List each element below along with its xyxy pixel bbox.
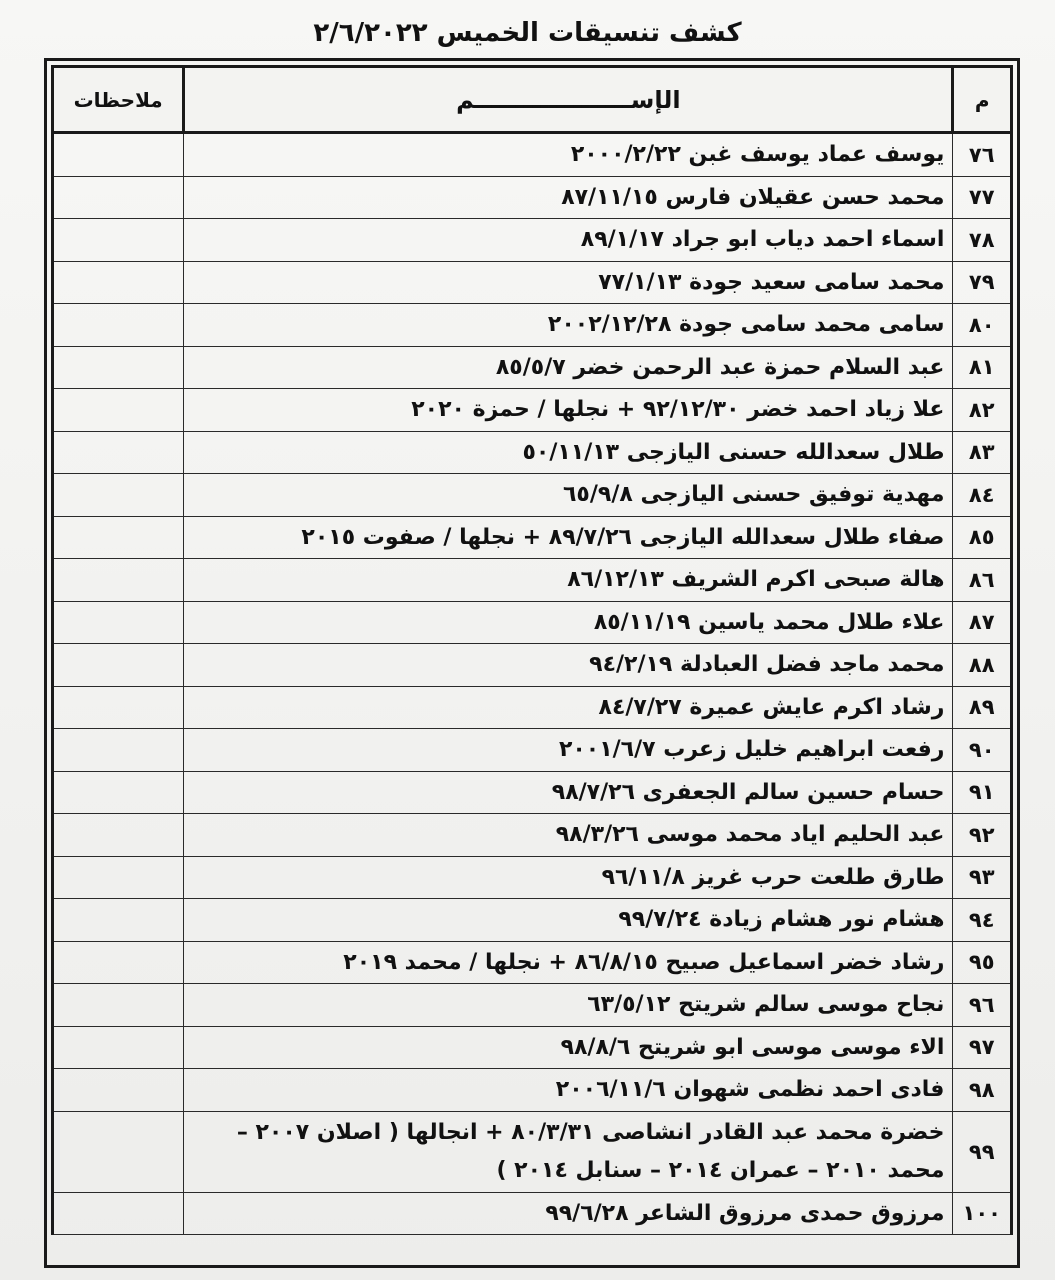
row-name: سامى محمد سامى جودة ٢٠٠٢/١٢/٢٨ bbox=[184, 304, 953, 347]
row-notes bbox=[53, 1192, 184, 1235]
table-row bbox=[53, 219, 1012, 262]
row-number: ٨٩ bbox=[953, 686, 1012, 729]
table-row bbox=[53, 686, 1012, 729]
table-row bbox=[53, 1192, 1012, 1235]
table-row bbox=[53, 133, 1012, 177]
row-notes bbox=[53, 1069, 184, 1112]
table-row bbox=[53, 729, 1012, 772]
table-row bbox=[53, 771, 1012, 814]
row-name: محمد حسن عقيلان فارس ٨٧/١١/١٥ bbox=[184, 176, 953, 219]
header-num: م bbox=[953, 67, 1012, 133]
row-notes bbox=[53, 644, 184, 687]
row-name: عبد الحليم اياد محمد موسى ٩٨/٣/٢٦ bbox=[184, 814, 953, 857]
row-name: محمد ماجد فضل العبادلة ٩٤/٢/١٩ bbox=[184, 644, 953, 687]
row-name: يوسف عماد يوسف غبن ٢٠٠٠/٢/٢٢ bbox=[184, 133, 953, 177]
row-name: فادى احمد نظمى شهوان ٢٠٠٦/١١/٦ bbox=[184, 1069, 953, 1112]
row-number: ٨٧ bbox=[953, 601, 1012, 644]
row-number: ١٠٠ bbox=[953, 1192, 1012, 1235]
table-row bbox=[53, 304, 1012, 347]
table-row bbox=[53, 389, 1012, 432]
row-name: علاء طلال محمد ياسين ٨٥/١١/١٩ bbox=[184, 601, 953, 644]
row-number: ٩٨ bbox=[953, 1069, 1012, 1112]
row-name: مرزوق حمدى مرزوق الشاعر ٩٩/٦/٢٨ bbox=[184, 1192, 953, 1235]
row-notes bbox=[53, 431, 184, 474]
row-notes bbox=[53, 261, 184, 304]
row-number: ٩٠ bbox=[953, 729, 1012, 772]
row-name: خضرة محمد عبد القادر انشاصى ٨٠/٣/٣١ + انجالها ( اصلان ٢٠٠٧ – محمد ٢٠١٠ – عمران ٢٠١٤ – سنابل ٢٠١٤ ) bbox=[184, 1111, 953, 1192]
row-number: ٨٢ bbox=[953, 389, 1012, 432]
row-number: ٩١ bbox=[953, 771, 1012, 814]
row-number: ٨٠ bbox=[953, 304, 1012, 347]
row-number: ٨١ bbox=[953, 346, 1012, 389]
row-name: اسماء احمد دياب ابو جراد ٨٩/١/١٧ bbox=[184, 219, 953, 262]
table-row bbox=[53, 346, 1012, 389]
row-notes bbox=[53, 984, 184, 1027]
table-row bbox=[53, 984, 1012, 1027]
row-notes bbox=[53, 559, 184, 602]
row-name: عبد السلام حمزة عبد الرحمن خضر ٨٥/٥/٧ bbox=[184, 346, 953, 389]
table-row bbox=[53, 941, 1012, 984]
row-number: ٨٨ bbox=[953, 644, 1012, 687]
table-row bbox=[53, 176, 1012, 219]
row-notes bbox=[53, 176, 184, 219]
row-number: ٧٩ bbox=[953, 261, 1012, 304]
row-name: محمد سامى سعيد جودة ٧٧/١/١٣ bbox=[184, 261, 953, 304]
row-name: رشاد خضر اسماعيل صبيح ٨٦/٨/١٥ + نجلها / محمد ٢٠١٩ bbox=[184, 941, 953, 984]
row-number: ٨٤ bbox=[953, 474, 1012, 517]
table-row bbox=[53, 601, 1012, 644]
row-notes bbox=[53, 1111, 184, 1192]
table-row bbox=[53, 1069, 1012, 1112]
table-header-row bbox=[53, 67, 1012, 133]
row-notes bbox=[53, 729, 184, 772]
row-number: ٨٦ bbox=[953, 559, 1012, 602]
table-body bbox=[53, 133, 1012, 1235]
row-number: ٨٥ bbox=[953, 516, 1012, 559]
roster-table-frame bbox=[44, 58, 1020, 1268]
row-notes bbox=[53, 1026, 184, 1069]
row-number: ٧٨ bbox=[953, 219, 1012, 262]
row-name: رشاد اكرم عايش عميرة ٨٤/٧/٢٧ bbox=[184, 686, 953, 729]
table-row bbox=[53, 814, 1012, 857]
table-row bbox=[53, 1111, 1012, 1192]
row-number: ٨٣ bbox=[953, 431, 1012, 474]
row-number: ٩٣ bbox=[953, 856, 1012, 899]
row-notes bbox=[53, 219, 184, 262]
row-name: رفعت ابراهيم خليل زعرب ٢٠٠١/٦/٧ bbox=[184, 729, 953, 772]
row-name: الاء موسى موسى ابو شريتح ٩٨/٨/٦ bbox=[184, 1026, 953, 1069]
row-notes bbox=[53, 771, 184, 814]
row-notes bbox=[53, 346, 184, 389]
table-row bbox=[53, 559, 1012, 602]
row-name: حسام حسين سالم الجعفرى ٩٨/٧/٢٦ bbox=[184, 771, 953, 814]
row-notes bbox=[53, 516, 184, 559]
row-notes bbox=[53, 856, 184, 899]
row-notes bbox=[53, 941, 184, 984]
table-row bbox=[53, 644, 1012, 687]
header-notes: ملاحظات bbox=[53, 67, 184, 133]
row-notes bbox=[53, 474, 184, 517]
row-number: ٩٢ bbox=[953, 814, 1012, 857]
row-notes bbox=[53, 899, 184, 942]
row-number: ٩٩ bbox=[953, 1111, 1012, 1192]
row-number: ٩٦ bbox=[953, 984, 1012, 1027]
row-number: ٧٧ bbox=[953, 176, 1012, 219]
row-notes bbox=[53, 304, 184, 347]
table-row bbox=[53, 856, 1012, 899]
row-name: نجاح موسى سالم شريتح ٦٣/٥/١٢ bbox=[184, 984, 953, 1027]
row-notes bbox=[53, 133, 184, 177]
row-name: هشام نور هشام زيادة ٩٩/٧/٢٤ bbox=[184, 899, 953, 942]
page-title: كشف تنسيقات الخميس ٢/٦/٢٠٢٢ bbox=[313, 18, 742, 48]
row-notes bbox=[53, 814, 184, 857]
row-number: ٩٧ bbox=[953, 1026, 1012, 1069]
row-name: هالة صبحى اكرم الشريف ٨٦/١٢/١٣ bbox=[184, 559, 953, 602]
row-number: ٩٤ bbox=[953, 899, 1012, 942]
row-name: علا زياد احمد خضر ٩٢/١٢/٣٠ + نجلها / حمزة ٢٠٢٠ bbox=[184, 389, 953, 432]
row-notes bbox=[53, 601, 184, 644]
table-row bbox=[53, 899, 1012, 942]
row-notes bbox=[53, 686, 184, 729]
row-notes bbox=[53, 389, 184, 432]
table-row bbox=[53, 474, 1012, 517]
row-name: صفاء طلال سعدالله اليازجى ٨٩/٧/٢٦ + نجلها / صفوت ٢٠١٥ bbox=[184, 516, 953, 559]
table-row bbox=[53, 1026, 1012, 1069]
header-name: الإســـــــــــــــــــم bbox=[184, 67, 953, 133]
table-row bbox=[53, 516, 1012, 559]
roster-table bbox=[51, 65, 1013, 1235]
table-row bbox=[53, 261, 1012, 304]
row-name: طلال سعدالله حسنى اليازجى ٥٠/١١/١٣ bbox=[184, 431, 953, 474]
row-name: طارق طلعت حرب غريز ٩٦/١١/٨ bbox=[184, 856, 953, 899]
row-number: ٩٥ bbox=[953, 941, 1012, 984]
row-number: ٧٦ bbox=[953, 133, 1012, 177]
row-name: مهدية توفيق حسنى اليازجى ٦٥/٩/٨ bbox=[184, 474, 953, 517]
table-row bbox=[53, 431, 1012, 474]
